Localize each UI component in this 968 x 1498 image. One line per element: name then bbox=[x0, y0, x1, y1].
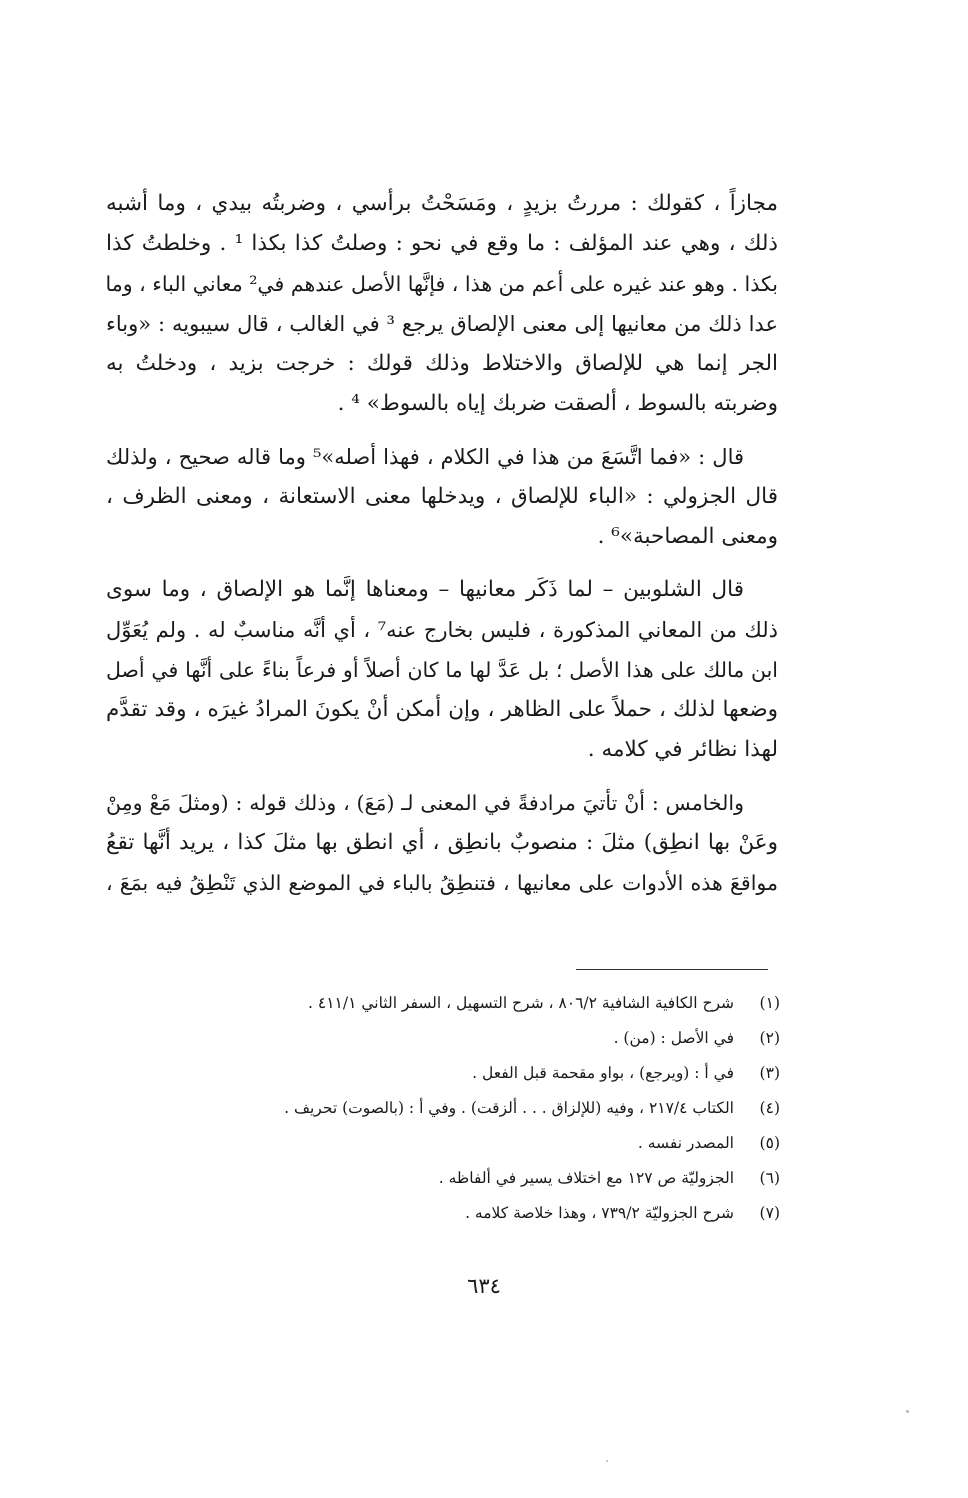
footnote-text: في الأصل : (من) . bbox=[613, 1029, 734, 1047]
footnote-number: (٣) bbox=[759, 1064, 780, 1082]
text-line: وضربته بالسوط ، ألصقت ضربك إياه بالسوط» ⁴ . bbox=[337, 391, 778, 416]
text-line: قال الشلوبين – لما ذَكَر معانيها – ومعناها إنَّما هو الإلصاق ، وما سوى bbox=[106, 577, 744, 602]
text-line: مجازاً ، كقولك : مررتُ بزيدٍ ، ومَسَحْتُ برأسي ، وضربتُه بيدي ، وما أشبه bbox=[106, 191, 778, 216]
footnote-text: المصدر نفسه . bbox=[637, 1134, 734, 1152]
paragraph-1 bbox=[106, 184, 778, 424]
text-line: ذلك من المعاني المذكورة ، فليس بخارج عنه⁷ ، أي أنَّه مناسبٌ له . ولم يُعَوِّل bbox=[106, 618, 779, 642]
footnote-text: في أ : (ويرجع) ، بواو مقحمة قبل الفعل . bbox=[472, 1064, 734, 1082]
footnote bbox=[140, 1056, 780, 1091]
page-number: ٦٣٤ bbox=[467, 1274, 501, 1298]
footnote-text: شرح الكافية الشافية ٨٠٦/٢ ، شرح التسهيل ، السفر الثاني ٤١١/١ . bbox=[308, 994, 734, 1012]
footnote-number: (١) bbox=[759, 994, 780, 1012]
text-line: ومعنى المصاحبة»⁶ . bbox=[597, 524, 778, 549]
footnote bbox=[140, 1126, 780, 1161]
footnote-number: (٢) bbox=[759, 1029, 780, 1047]
paragraph-4 bbox=[106, 783, 778, 903]
text-line: والخامس : أنْ تأتيَ مرادفةً في المعنى لـ (مَعَ) ، وذلك قوله : (ومثلَ مَعْ ومِنْ bbox=[106, 791, 744, 815]
footnote bbox=[140, 1196, 780, 1231]
footnote-number: (٦) bbox=[759, 1169, 780, 1187]
text-line: الجر إنما هي للإلصاق والاختلاط وذلك قولك : خرجت بزيد ، ودخلتُ به bbox=[106, 351, 778, 376]
footnote-text: الجزوليّة ص ١٢٧ مع اختلاف يسير في ألفاظه . bbox=[438, 1169, 734, 1187]
text-line: عدا ذلك من معانيها إلى معنى الإلصاق يرجع ³ في الغالب ، قال سيبويه : «وباء bbox=[106, 312, 778, 336]
footnote bbox=[140, 1091, 780, 1126]
footnote bbox=[140, 1021, 780, 1056]
footnote bbox=[140, 1161, 780, 1196]
footnote bbox=[140, 986, 780, 1021]
footnote-text: شرح الجزوليّة ٧٣٩/٢ ، وهذا خلاصة كلامه . bbox=[465, 1204, 734, 1222]
text-line: بكذا . وهو عند غيره على أعم من هذا ، فإنَّها الأصل عندهم في² معاني الباء ، وما bbox=[105, 272, 778, 296]
main-text-block bbox=[106, 184, 778, 903]
footnote-text: الكتاب ٢١٧/٤ ، وفيه (للإلزاق . . . ألزقت) . وفي أ : (بالصوت) تحريف . bbox=[284, 1099, 734, 1117]
text-line: وعَنْ بها انطِق) مثلَ : منصوبٌ بانطِق ، أي انطق بها مثلَ كذا ، يريد أنَّها تقعُ bbox=[106, 830, 778, 855]
text-line: وضعها لذلك ، حملاً على الظاهر ، وإن أمكن أنْ يكونَ المرادُ غيرَه ، وقد تقدَّم bbox=[106, 697, 778, 722]
scan-speck bbox=[606, 1460, 608, 1462]
paragraph-3 bbox=[106, 570, 778, 770]
text-line: قال : «فما اتَّسَعَ من هذا في الكلام ، فهذا أصله»⁵ وما قاله صحيح ، ولذلك bbox=[106, 445, 744, 469]
text-line: ابن مالك على هذا الأصل ؛ بل عَدَّ لها ما كان أصلاً أو فرعاً بناءً على أنَّها في أصل bbox=[106, 658, 778, 682]
scan-speck bbox=[906, 1410, 909, 1413]
footnote-number: (٧) bbox=[759, 1204, 780, 1222]
footnotes-list bbox=[140, 986, 780, 1231]
text-line: ذلك ، وهي عند المؤلف : ما وقع في نحو : وصلتُ كذا بكذا ¹ . وخلطتُ كذا bbox=[106, 231, 778, 256]
text-line: قال الجزولي : «الباء للإلصاق ، ويدخلها معنى الاستعانة ، ومعنى الظرف ، bbox=[106, 484, 778, 509]
text-line: مواقعَ هذه الأدوات على معانيها ، فتنطِقُ بالباء في الموضع الذي تَنْطِقُ فيه بمَعَ ، bbox=[106, 871, 778, 895]
footnote-number: (٤) bbox=[759, 1099, 780, 1117]
text-line: لهذا نظائر في كلامه . bbox=[587, 737, 778, 762]
paragraph-2 bbox=[106, 437, 778, 557]
footnote-divider bbox=[576, 969, 768, 970]
footnote-number: (٥) bbox=[759, 1134, 780, 1152]
